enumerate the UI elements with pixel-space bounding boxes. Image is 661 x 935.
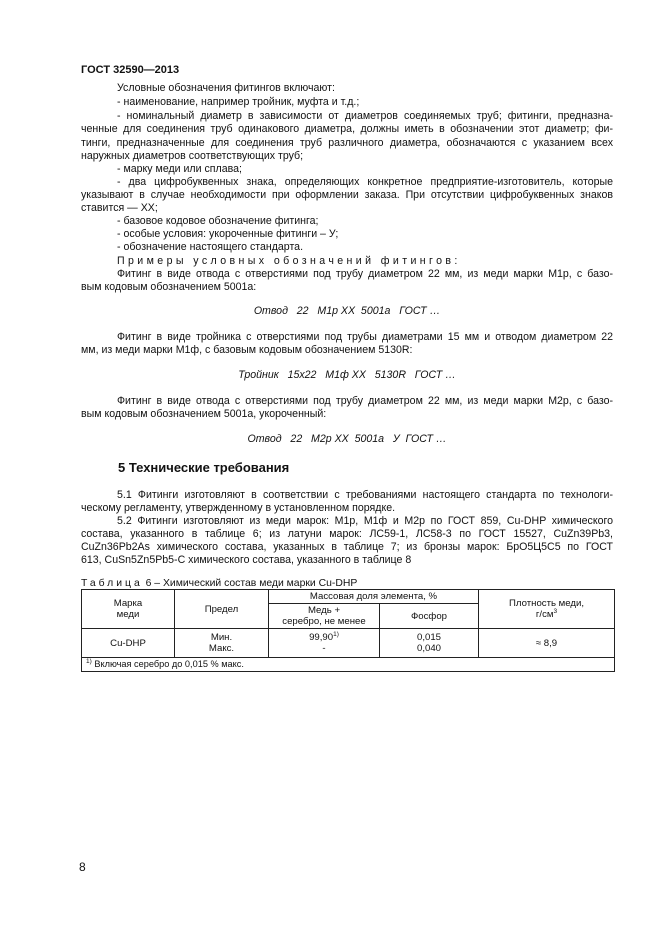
list-item: - особые условия: укороченные фитинги – У; [117,228,339,240]
example-code: Отвод 22 М1р ХХ 5001а ГОСТ … [253,305,441,317]
list-item: - марку меди или сплава; [117,163,242,175]
header-limit: Предел [175,590,269,629]
paragraph-line: 5.1 Фитинги изготовляют в соответствии с требованиями настоящего стандарта по технологи- [117,489,613,501]
list-item: - базовое кодовое обозначение фитинга; [117,215,319,227]
document-header: ГОСТ 32590—2013 [81,64,180,76]
list-item: - обозначение настоящего стандарта. [117,241,304,253]
list-item: - номинальный диаметр в зависимости от диаметров соединяемых труб; фитинги, предназна- [117,110,613,122]
cell-copper: 99,90$^{1)}$ - [269,629,380,658]
list-item: - два цифробуквенных знака, определяющих конкретное предприятие-изготовитель, которые [117,176,613,188]
header-phosphorus: Фосфор [380,604,479,629]
paragraph-line: состава, указанного в таблице 6; из латуни марок: ЛС59-1, ЛС58-3 по ГОСТ 15527, CuZn39Pb3, [81,528,613,540]
table-footnote-row [82,658,615,672]
list-item: - наименование, например тройник, муфта и т.д.; [117,96,360,108]
table-caption-word: Таблица [81,578,143,589]
paragraph-line: 613, CuSn5Zn5Pb5-C химического состава, указанного в таблице 8 [81,554,412,566]
examples-heading: Примеры условных обозначений фитингов: [117,255,461,267]
list-item-continuation: ченные для соединения труб одинакового диаметра, должны иметь в обозначении этот диаметр; фи- [81,123,613,135]
header-mass-fraction: Массовая доля элемента, % [269,590,479,604]
table-footnote: $^{1)}$ Включая серебро до 0,015 % макс. [82,658,615,672]
example-text: вым кодовым обозначением 5001а, укороченный: [81,408,327,420]
cell-density: ≈ 8,9 [479,629,615,658]
example-text: мм, из меди марки М1ф, с базовым кодовым обозначением 5130R: [81,344,413,356]
paragraph-line: 5.2 Фитинги изготовляют из меди марок: М1р, М1ф и М2р по ГОСТ 859, Cu-DHP химического [117,515,613,527]
list-item-continuation: ставится — ХХ; [81,202,158,214]
header-density: Плотность меди, $г/см^3$ [479,590,615,629]
table-header-row [82,590,615,604]
list-item-continuation: указывают в случае необходимости при оформлении заказа. При отсутствии цифробуквенных знаков [81,189,613,201]
table-row [82,629,615,658]
page-number: 8 [79,860,86,874]
paragraph-line: ческому регламенту, утвержденному в установленном порядке. [81,502,396,514]
chemical-composition-table [81,589,615,672]
example-code: Тройник 15х22 М1ф ХХ 5130R ГОСТ … [238,369,456,381]
list-item-continuation: тинги, предназначенные для соединения труб различного диаметра, обозначаются с указанием всех [81,137,613,149]
list-item-continuation: наружных диаметров соответствующих труб; [81,150,304,162]
paragraph-line: CuZn36Pb2As химического состава, указанных в таблице 7; из бронзы марок: БрО5Ц5С5 по ГОСТ [81,541,613,553]
intro-paragraph: Условные обозначения фитингов включают: [117,82,335,94]
example-text: вым кодовым обозначением 5001а: [81,281,257,293]
example-text: Фитинг в виде отвода с отверстиями под трубу диаметром 22 мм, из меди марки М1р, с базо- [117,268,613,280]
example-code: Отвод 22 М2р ХХ 5001а У ГОСТ … [247,433,447,445]
cell-limits: Мин. Макс. [175,629,269,658]
table-caption [81,578,357,589]
header-copper: Медь + серебро, не менее [269,604,380,629]
example-text: Фитинг в виде отвода с отверстиями под трубу диаметром 22 мм, из меди марки М2р, с базо- [117,395,613,407]
cell-grade: Cu-DHP [82,629,175,658]
header-grade: Марка меди [82,590,175,629]
cell-phosphorus: 0,015 0,040 [380,629,479,658]
example-text: Фитинг в виде тройника с отверстиями под трубы диаметрами 15 мм и отводом диаметром 22 [117,331,613,343]
table-caption-text: 6 – Химический состав меди марки Cu-DHP [142,578,358,589]
section-title: 5 Технические требования [118,460,290,475]
